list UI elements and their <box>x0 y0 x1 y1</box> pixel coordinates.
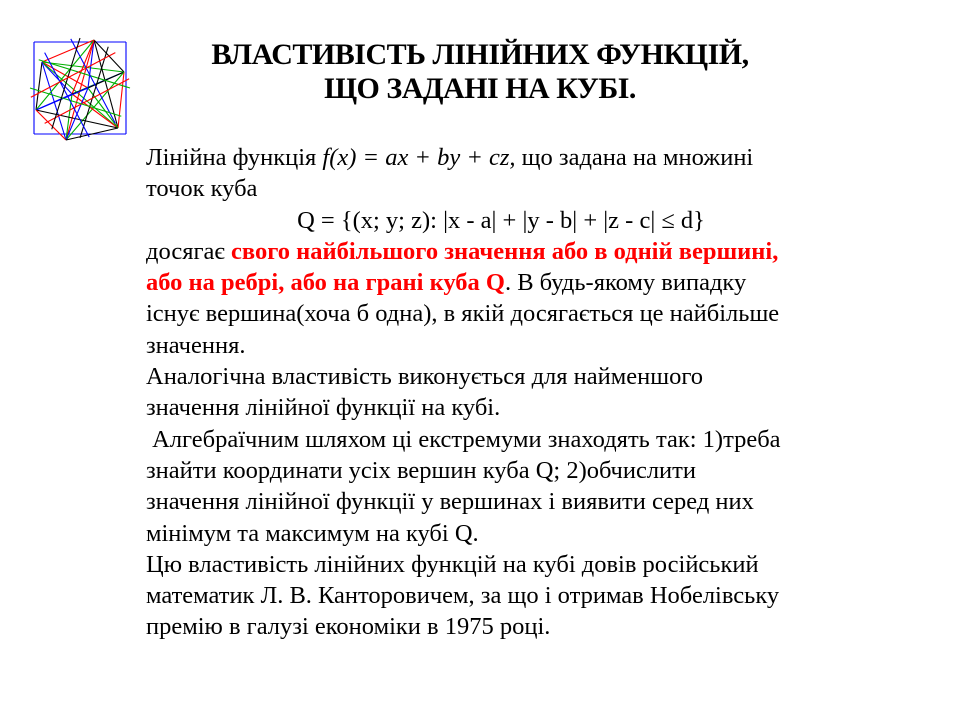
body-line: Аналогічна властивість виконується для найменшого <box>146 363 704 391</box>
body-line: значення лінійної функції у вершинах і виявити серед них <box>146 488 754 516</box>
function-formula: f(x) = ax + by + cz, <box>322 144 516 171</box>
body-line: знайти координати усіх вершин куба Q; 2)обчислити <box>146 456 696 484</box>
body-line: існує вершина(хоча б одна), в якій досягається це найбільше <box>146 300 780 328</box>
body-line: значення лінійної функції на кубі. <box>146 394 501 422</box>
text: що задана на множині <box>515 144 754 171</box>
title-line-1: ВЛАСТИВІСТЬ ЛІНІЙНИХ ФУНКЦІЙ, <box>211 38 749 71</box>
body-line: премію в галузі економіки в 1975 році. <box>146 613 551 641</box>
body-line: Цю властивість лінійних функцій на кубі довів російський <box>146 550 759 578</box>
highlighted-text: або на ребрі, або на грані куба Q <box>146 269 505 297</box>
body-line: Алгебраїчним шляхом ці екстремуми знаходять так: 1)треба <box>146 425 781 453</box>
text: Лінійна функція <box>146 144 323 171</box>
body-line <box>146 142 886 173</box>
title-line-2: ЩО ЗАДАНІ НА КУБІ. <box>324 72 636 105</box>
logo-line <box>118 72 124 128</box>
highlighted-text: свого найбільшого значення або в одній вершині, <box>231 237 779 265</box>
slide-title <box>140 38 820 106</box>
body-line <box>146 236 886 267</box>
logo-line <box>36 62 42 110</box>
body-line: точок куба <box>146 175 258 203</box>
body-line: мінімум та максимум на кубі Q. <box>146 519 479 547</box>
slide-body <box>146 142 886 643</box>
text: досягає <box>146 237 232 265</box>
logo-line <box>66 72 124 140</box>
cube-set-formula: Q = {(x; y; z): |x - a| + |y - b| + |z - c| ≤ d} <box>297 206 705 234</box>
body-line <box>146 267 886 298</box>
cube-polyhedron-icon <box>24 32 136 144</box>
body-line: значення. <box>146 331 246 359</box>
body-line: математик Л. В. Канторовичем, за що і отримав Нобелівську <box>146 582 780 610</box>
text: . В будь-якому випадку <box>504 269 747 297</box>
